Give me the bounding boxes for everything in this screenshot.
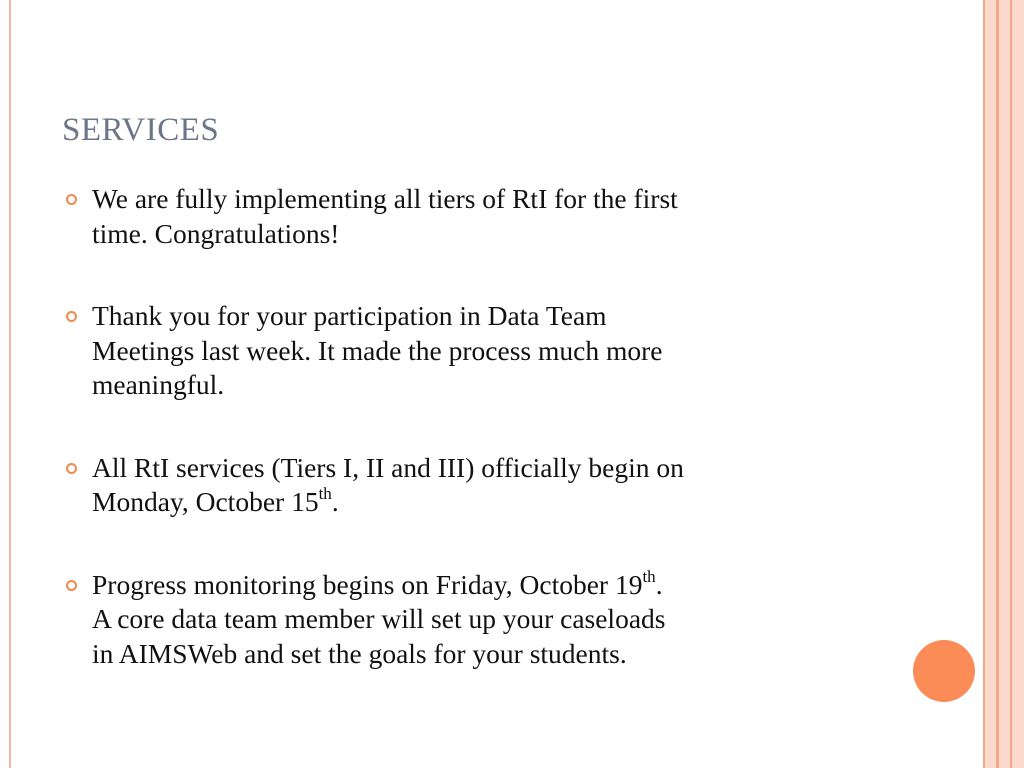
bullet-text-line: Progress monitoring begins on Friday, October 19 — [92, 568, 643, 600]
bullet-text-line: time. Congratulations! — [92, 217, 340, 249]
bullet-item — [65, 568, 865, 672]
bullet-text-tail: . — [331, 486, 339, 517]
bullet-ring-icon — [66, 463, 77, 474]
bullet-ring-icon — [66, 194, 77, 205]
right-border-band — [983, 0, 1024, 768]
ordinal-superscript: th — [318, 484, 332, 504]
bullet-list — [65, 182, 865, 719]
bullet-text-line: A core data team member will set up your caseloads — [92, 603, 666, 634]
bullet-ring-icon — [66, 311, 77, 322]
bullet-text-line: We are fully implementing all tiers of RtI for the first — [92, 183, 678, 214]
right-border-line-2 — [996, 0, 999, 768]
bullet-text-tail: . — [655, 568, 663, 600]
bullet-text-line: Thank you for your participation in Data Team — [92, 300, 607, 331]
right-border-line-3 — [1010, 0, 1012, 768]
bullet-text-line: All RtI services (Tiers I, II and III) officially begin on — [92, 451, 684, 483]
ordinal-superscript: th — [642, 566, 656, 586]
bullet-text-line: in AIMSWeb and set the goals for your students. — [92, 637, 627, 669]
bullet-item — [65, 451, 865, 520]
orange-circle-decoration — [913, 640, 975, 702]
bullet-text-line: Meetings last week. It made the process much more — [92, 334, 663, 366]
right-border-line-1 — [983, 0, 985, 768]
slide-title: SERVICES — [62, 112, 220, 148]
bullet-item — [65, 299, 865, 403]
bullet-text-line: meaningful. — [92, 369, 225, 400]
bullet-item — [65, 182, 865, 251]
left-border-line — [9, 0, 11, 768]
bullet-ring-icon — [66, 580, 77, 591]
bullet-text-line: Monday, October 15 — [92, 486, 319, 517]
